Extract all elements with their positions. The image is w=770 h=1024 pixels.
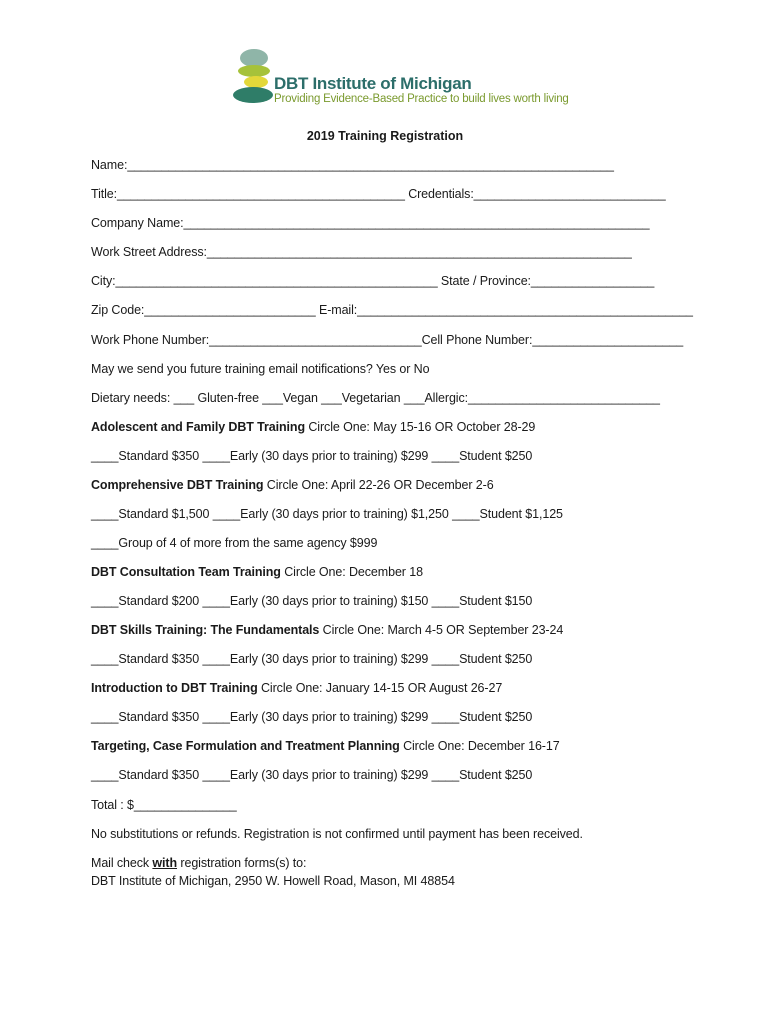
work-phone-field[interactable]: Work Phone Number:_______________________________ [91, 333, 422, 347]
course-pricing-group[interactable]: ____Group of 4 of more from the same agency $999 [91, 536, 378, 550]
name-field[interactable]: Name:_______________________________________________________________________ [91, 158, 614, 172]
email-field[interactable]: E-mail:_________________________________________________ [318, 303, 693, 317]
mail-pre: Mail check [91, 856, 153, 870]
cell-phone-field[interactable]: Cell Phone Number:______________________ [421, 333, 684, 347]
course-dates[interactable]: Circle One: December 18 [280, 565, 423, 579]
mail-instructions [91, 856, 306, 870]
email-notify-question[interactable]: May we send you future training email notifications? Yes or No [91, 362, 430, 376]
course-pricing[interactable]: ____Standard $1,500 ____Early (30 days prior to training) $1,250 ____Student $1,125 [91, 507, 563, 521]
course-pricing[interactable]: ____Standard $350 ____Early (30 days prior to training) $299 ____Student $250 [91, 710, 533, 724]
course-pricing[interactable]: ____Standard $350 ____Early (30 days prior to training) $299 ____Student $250 [91, 768, 533, 782]
course-dates[interactable]: Circle One: December 16-17 [399, 739, 560, 753]
org-name: DBT Institute of Michigan [274, 74, 472, 93]
mailing-address: DBT Institute of Michigan, 2950 W. Howell Road, Mason, MI 48854 [91, 874, 455, 888]
course-dates[interactable]: Circle One: April 22-26 OR December 2-6 [263, 478, 494, 492]
course-heading [91, 739, 560, 753]
company-field[interactable]: Company Name:____________________________________________________________________ [91, 216, 650, 230]
course-heading [91, 565, 423, 579]
org-tagline: Providing Evidence-Based Practice to build lives worth living [274, 93, 569, 105]
total-field[interactable]: Total : $_______________ [91, 798, 237, 812]
zip-email-row [91, 303, 693, 317]
stone-yellow [244, 76, 268, 88]
course-name: DBT Consultation Team Training [91, 565, 281, 579]
stone-green [238, 65, 270, 77]
stone-bottom [233, 87, 273, 103]
course-name: DBT Skills Training: The Fundamentals [91, 623, 320, 637]
course-pricing[interactable]: ____Standard $350 ____Early (30 days prior to training) $299 ____Student $250 [91, 652, 533, 666]
course-name: Adolescent and Family DBT Training [91, 420, 305, 434]
course-name: Comprehensive DBT Training [91, 478, 264, 492]
course-heading [91, 681, 502, 695]
state-field[interactable]: State / Province:__________________ [440, 274, 655, 288]
mail-post: registration forms(s) to: [177, 856, 307, 870]
address-field[interactable]: Work Street Address:______________________________________________________________ [91, 245, 632, 259]
title-credentials-row [91, 187, 666, 201]
stone-top [240, 49, 268, 67]
course-pricing[interactable]: ____Standard $200 ____Early (30 days prior to training) $150 ____Student $150 [91, 594, 533, 608]
course-dates[interactable]: Circle One: January 14-15 OR August 26-27 [257, 681, 503, 695]
course-pricing[interactable]: ____Standard $350 ____Early (30 days prior to training) $299 ____Student $250 [91, 449, 533, 463]
form-title: 2019 Training Registration [306, 129, 464, 143]
course-heading [91, 420, 535, 434]
mail-with: with [152, 856, 178, 870]
zip-field[interactable]: Zip Code:_________________________ [91, 303, 316, 317]
course-name: Targeting, Case Formulation and Treatment Planning [91, 739, 400, 753]
course-heading [91, 478, 494, 492]
credentials-field[interactable]: Credentials:____________________________ [408, 187, 666, 201]
course-dates[interactable]: Circle One: May 15-16 OR October 28-29 [305, 420, 536, 434]
course-dates[interactable]: Circle One: March 4-5 OR September 23-24 [319, 623, 564, 637]
city-field[interactable]: City:_______________________________________________ [91, 274, 438, 288]
title-field[interactable]: Title:__________________________________________ [91, 187, 405, 201]
city-state-row [91, 274, 654, 288]
phone-row [91, 333, 683, 347]
refund-policy: No substitutions or refunds. Registration is not confirmed until payment has been received. [91, 827, 583, 841]
dietary-needs[interactable]: Dietary needs: ___ Gluten-free ___Vegan ___Vegetarian ___Allergic:____________________________ [91, 391, 660, 405]
course-heading [91, 623, 563, 637]
course-name: Introduction to DBT Training [91, 681, 258, 695]
